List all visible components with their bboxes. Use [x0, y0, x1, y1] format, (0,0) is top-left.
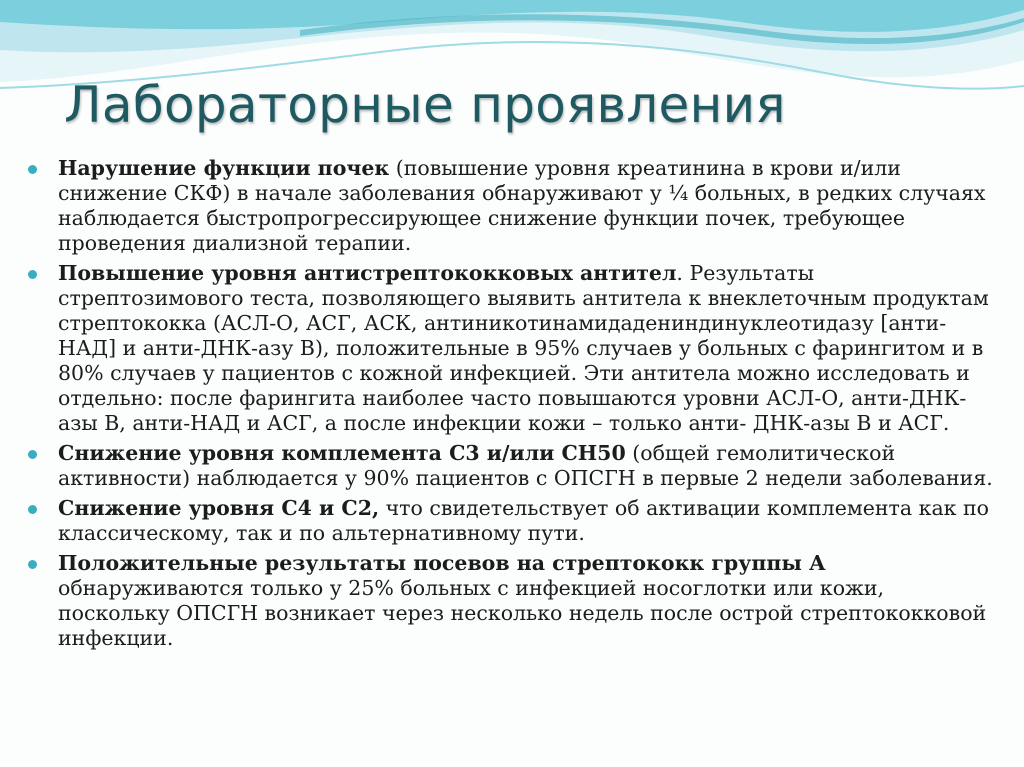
bullet-icon — [28, 270, 37, 279]
item-heading: Нарушение функции почек — [58, 156, 390, 180]
list-item — [28, 156, 996, 256]
item-heading: Снижение уровня комплемента С3 и/или СН50 — [58, 441, 626, 465]
item-text: (повышение уровня креатинина в крови и/или снижение СКФ) в начале заболевания обнаруживают у ¼ больных, в редких случаях наблюдается быстропрогрессирующее снижение функции почек, требующее проведения диализной терапии. — [58, 156, 986, 255]
bullet-icon — [28, 505, 37, 514]
item-heading: Повышение уровня антистрептококковых антител — [58, 261, 677, 285]
item-text: что свидетельствует об активации комплемента как по классическому, так и по альтернативному пути. — [58, 496, 990, 545]
bullet-list — [28, 156, 996, 656]
item-heading: Положительные результаты посевов на стрептококк группы А — [58, 551, 826, 575]
bullet-icon — [28, 450, 37, 459]
list-item — [28, 496, 996, 546]
item-text: (общей гемолитической активности) наблюдается у 90% пациентов с ОПСГН в первые 2 недели заболевания. — [58, 441, 993, 490]
item-heading: Снижение уровня С4 и С2, — [58, 496, 380, 520]
list-item — [28, 261, 996, 436]
slide-title: Лабораторные проявления — [64, 76, 786, 134]
list-item — [28, 441, 996, 491]
item-text: обнаруживаются только у 25% больных с инфекцией носоглотки или кожи, поскольку ОПСГН возникает через несколько недель после острой стрептококковой инфекции. — [58, 576, 987, 650]
item-text: . Результаты стрептозимового теста, позволяющего выявить антитела к внеклеточным продуктам стрептококка (АСЛ-О, АСГ, АСК, антиникотинамидадениндинуклеотидазу [анти-НАД] и анти-ДНК-азу В), положительные в 95% случаев у больных с фарингитом и в 80% случаев у пациентов с кожной инфекцией. Эти антитела можно исследовать и отдельно: после фарингита наиболее часто повышаются уровни АСЛ-О, анти-ДНК- азы В, анти-НАД и АСГ, а после инфекции кожи – только анти- ДНК-азы В и АСГ. — [58, 261, 989, 435]
bullet-icon — [28, 165, 37, 174]
bullet-icon — [28, 560, 37, 569]
list-item — [28, 551, 996, 651]
